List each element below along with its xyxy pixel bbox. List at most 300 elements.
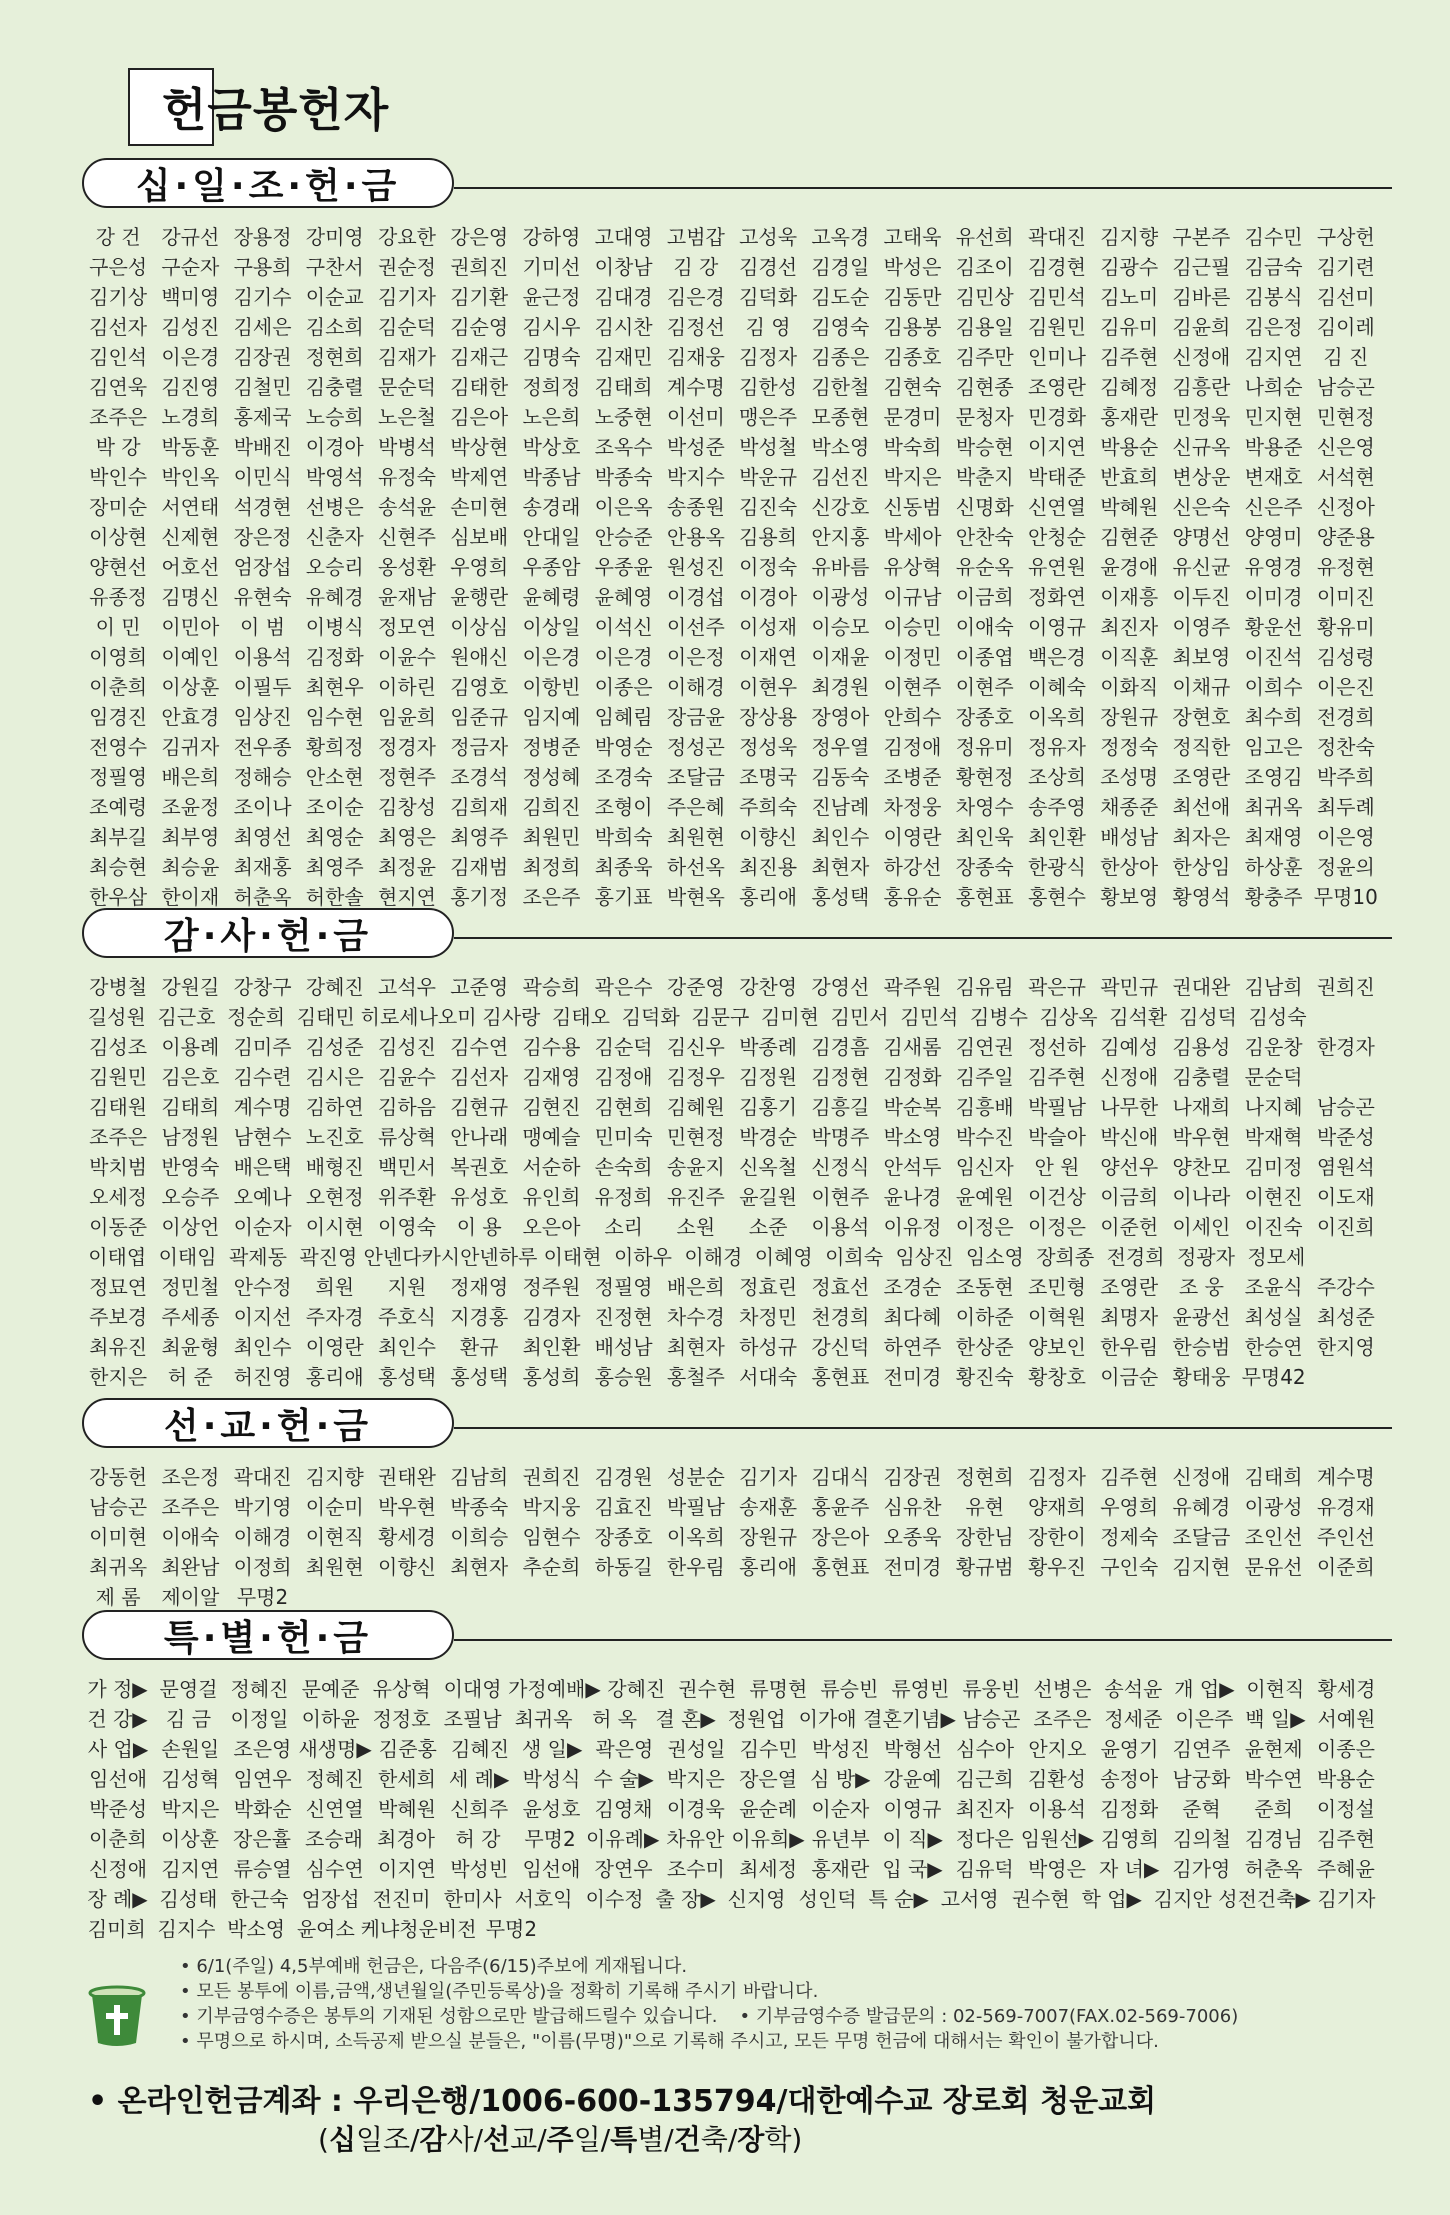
donor-name: 박혜원 <box>1100 494 1159 519</box>
donor-name: 송재훈 <box>739 1494 798 1519</box>
name-row <box>82 1460 1382 1490</box>
donor-name: 김유림 <box>955 974 1014 999</box>
donor-name: 안수정 <box>233 1274 292 1299</box>
cat-initial: 건 <box>673 2123 701 2156</box>
donor-name: 한우림 <box>1100 1334 1159 1359</box>
donor-name: 박지은 <box>666 1766 725 1791</box>
donor-name: 하동길 <box>594 1554 653 1579</box>
name-row <box>82 1300 1382 1330</box>
section-heading: 특·별·헌·금 <box>163 1617 373 1659</box>
donor-name: 권대완 <box>1172 974 1231 999</box>
donor-name: 이순자 <box>233 1214 292 1239</box>
donor-name: 김정자 <box>739 344 798 369</box>
donor-name: 황현정 <box>955 764 1014 789</box>
donor-name: 맹은주 <box>739 404 798 429</box>
donor-name: 홍리애 <box>739 1554 798 1579</box>
name-row <box>82 430 1382 460</box>
donor-name: 이은경 <box>522 644 581 669</box>
donor-name: 김수련 <box>233 1064 292 1089</box>
donor-name: 김귀자 <box>161 734 220 759</box>
donor-name: 신규옥 <box>1172 434 1231 459</box>
donor-name: 최현자 <box>666 1334 725 1359</box>
donor-name: 황영석 <box>1172 884 1231 909</box>
donor-name: 정우열 <box>811 734 870 759</box>
donor-name: 강창구 <box>233 974 292 999</box>
donor-name: 송주영 <box>1027 794 1086 819</box>
donor-name: 정재영 <box>450 1274 509 1299</box>
donor-name: 신연열 <box>1027 494 1086 519</box>
donor-name: 주세종 <box>161 1304 220 1329</box>
donor-name: 주보경 <box>89 1304 148 1329</box>
donor-name: 김하음 <box>378 1094 436 1119</box>
donor-name: 조승래 <box>305 1826 363 1851</box>
donor-name: 백민서 <box>378 1154 436 1179</box>
donor-name: 김남희 <box>1244 974 1303 999</box>
donor-name: 반효희 <box>1100 464 1159 489</box>
donor-name: 장 례▶ <box>87 1886 148 1911</box>
donor-name: 이애숙 <box>161 1524 220 1549</box>
donor-name: 최경아 <box>377 1826 435 1851</box>
donor-name: 최인수 <box>233 1334 292 1359</box>
donor-name: 이현진 <box>1244 1184 1303 1209</box>
donor-name: 정희정 <box>522 374 581 399</box>
donor-name: 하선옥 <box>666 854 725 879</box>
donor-name: 유현숙 <box>233 584 292 609</box>
donor-name: 김용성 <box>1172 1034 1231 1059</box>
donor-name: 박지은 <box>161 1796 220 1821</box>
donor-name: 박순복 <box>883 1094 942 1119</box>
donor-name: 이순자 <box>811 1796 870 1821</box>
donor-name: 심수아 <box>956 1736 1015 1761</box>
donor-name: 김성진 <box>161 314 220 339</box>
donor-name: 정성곤 <box>666 734 725 759</box>
donor-name: 신은영 <box>1316 434 1375 459</box>
donor-name: 이미현 <box>89 1524 148 1549</box>
section-rule <box>454 1639 1392 1641</box>
donor-name: 이은영 <box>1316 824 1375 849</box>
donor-name: 준희 <box>1254 1796 1293 1821</box>
donor-name: 김 진 <box>1323 344 1369 369</box>
donor-name: 서예원 <box>1317 1706 1376 1731</box>
donor-name: 이정설 <box>1316 1796 1375 1821</box>
donor-name: 양명선 <box>1172 524 1231 549</box>
donor-name: 이준희 <box>1316 1554 1375 1579</box>
donor-name: 신은주 <box>1244 494 1303 519</box>
donor-name: 이은정 <box>666 644 725 669</box>
donor-name: 주인선 <box>1316 1524 1375 1549</box>
donor-name: 최영선 <box>233 824 292 849</box>
donor-name: 박지은 <box>883 464 942 489</box>
donor-name: 김사랑 <box>482 1004 541 1029</box>
donor-name: 한근숙 <box>230 1886 289 1911</box>
donor-name: 곽은수 <box>594 974 653 999</box>
donor-name: 임선애 <box>522 1856 581 1881</box>
donor-name: 이상일 <box>522 614 581 639</box>
donor-name: 장은휼 <box>233 1826 291 1851</box>
donor-name: 이미진 <box>1316 584 1375 609</box>
donor-name: 허춘옥 <box>233 884 292 909</box>
donor-name: 김대경 <box>594 284 653 309</box>
donor-name: 한미사 <box>443 1886 502 1911</box>
donor-name: 이종은 <box>1316 1736 1375 1761</box>
donor-name: 나희순 <box>1244 374 1303 399</box>
cat-rest: 학) <box>764 2123 803 2156</box>
donor-name: 배형진 <box>305 1154 364 1179</box>
section-heading: 선·교·헌·금 <box>163 1405 373 1447</box>
donor-name: 김현종 <box>955 374 1014 399</box>
donor-name: 오세정 <box>89 1184 148 1209</box>
donor-name: 임소영 <box>965 1244 1024 1269</box>
donor-name: 김경현 <box>1027 254 1086 279</box>
donor-name: 안용옥 <box>666 524 725 549</box>
donor-name: 안소현 <box>305 764 364 789</box>
donor-name: 김민서 <box>830 1004 889 1029</box>
donor-name: 최다혜 <box>883 1304 942 1329</box>
donor-name: 강하영 <box>522 224 581 249</box>
donor-name: 고석우 <box>378 974 436 999</box>
donor-name: 허 강 <box>455 1826 501 1851</box>
donor-name: 김성령 <box>1316 644 1375 669</box>
donor-name: 김덕화 <box>621 1004 680 1029</box>
donor-name: 최인수 <box>811 824 870 849</box>
donor-name: 박배진 <box>233 434 292 459</box>
donor-name: 김창성 <box>378 794 436 819</box>
donor-name: 장종호 <box>594 1524 653 1549</box>
donor-name: 최현자 <box>450 1554 509 1579</box>
donor-name: 이세인 <box>1172 1214 1231 1239</box>
donor-name: 김동숙 <box>811 764 870 789</box>
donor-name: 류명현 <box>749 1676 808 1701</box>
donor-name: 박현옥 <box>666 884 725 909</box>
donor-name: 박치범 <box>89 1154 148 1179</box>
donor-name: 케냐청운비전 <box>360 1916 477 1941</box>
donor-name: 조명국 <box>739 764 798 789</box>
donor-name: 차정웅 <box>883 794 942 819</box>
donor-name: 박영석 <box>305 464 364 489</box>
donor-name: 박슬아 <box>1027 1124 1086 1149</box>
donor-name: 이영란 <box>305 1334 364 1359</box>
donor-name: 계수명 <box>1316 1464 1375 1489</box>
donor-name: 김진영 <box>161 374 220 399</box>
donor-name: 채종준 <box>1100 794 1159 819</box>
donor-name: 박용준 <box>1244 434 1303 459</box>
donor-name: 추순희 <box>522 1554 581 1579</box>
donor-name: 윤나경 <box>883 1184 942 1209</box>
donor-name: 김용일 <box>955 314 1014 339</box>
donor-name: 양찬모 <box>1172 1154 1231 1179</box>
donor-name: 김순덕 <box>378 314 436 339</box>
donor-name: 김이레 <box>1316 314 1375 339</box>
notice-item: • 무명으로 하시며, 소득공제 받으실 분들은, "이름(무명)"으로 기록해 주시고, 모든 무명 헌금에 대해서는 확인이 불가합니다. <box>180 2031 1159 2052</box>
donor-name: 박명주 <box>811 1124 870 1149</box>
donor-name: 송석윤 <box>378 494 436 519</box>
donor-name: 이상훈 <box>161 674 220 699</box>
name-list <box>82 1460 1382 1610</box>
donor-name: 조수미 <box>666 1856 725 1881</box>
donor-name: 박소영 <box>883 1124 942 1149</box>
donor-name: 심수연 <box>305 1856 364 1881</box>
donor-name: 김용봉 <box>883 314 942 339</box>
donor-name: 김도순 <box>811 284 870 309</box>
donor-name: 소준 <box>748 1214 788 1239</box>
name-row <box>82 1240 1382 1270</box>
donor-name: 원성진 <box>666 554 725 579</box>
name-row <box>82 1702 1382 1732</box>
donor-name: 김유미 <box>1100 314 1159 339</box>
donor-name: 남궁화 <box>1172 1766 1231 1791</box>
name-row <box>82 400 1382 430</box>
donor-name: 이진석 <box>1244 644 1303 669</box>
donor-name: 이해경 <box>233 1524 292 1549</box>
donor-name: 엄장섭 <box>233 554 292 579</box>
donor-name: 김주현 <box>1100 344 1159 369</box>
donor-name: 유진주 <box>666 1184 725 1209</box>
donor-name: 조이나 <box>233 794 292 819</box>
donor-name: 최인수 <box>378 1334 436 1359</box>
donor-name: 정금자 <box>450 734 509 759</box>
donor-name: 유상혁 <box>883 554 942 579</box>
donor-name: 임신자 <box>955 1154 1014 1179</box>
donor-name: 강은영 <box>450 224 509 249</box>
name-row <box>82 340 1382 370</box>
donor-name: 정현주 <box>378 764 436 789</box>
donor-name: 한승연 <box>1244 1334 1303 1359</box>
name-row <box>82 880 1382 910</box>
donor-name: 김지안 <box>1153 1886 1212 1911</box>
donor-name: 최진자 <box>1100 614 1159 639</box>
donor-name: 준혁 <box>1182 1796 1221 1821</box>
donor-name: 정정호 <box>372 1706 431 1731</box>
donor-name: 김수연 <box>450 1034 509 1059</box>
section-rule <box>454 937 1392 939</box>
donor-name: 김한성 <box>739 374 798 399</box>
donor-name: 이은옥 <box>594 494 653 519</box>
name-row <box>82 1732 1382 1762</box>
donor-name: 최정윤 <box>378 854 436 879</box>
donor-name: 이상언 <box>161 1214 220 1239</box>
donor-name: 이용석 <box>811 1214 870 1239</box>
donor-name: 조성명 <box>1100 764 1159 789</box>
donor-name: 안 원 <box>1034 1154 1080 1179</box>
donor-name: 배은택 <box>233 1154 292 1179</box>
donor-name: 이용석 <box>233 644 292 669</box>
donor-name: 희원 <box>315 1274 355 1299</box>
donor-name: 김경님 <box>1245 1826 1304 1851</box>
donor-name: 박혜원 <box>378 1796 436 1821</box>
donor-name: 김유덕 <box>955 1856 1014 1881</box>
donor-name: 박동훈 <box>161 434 220 459</box>
donor-name: 사 업▶ <box>87 1736 149 1761</box>
donor-name: 이향신 <box>378 1554 436 1579</box>
donor-name: 이종엽 <box>955 644 1014 669</box>
donor-name: 송윤지 <box>666 1154 725 1179</box>
donor-name: 임윤희 <box>378 704 436 729</box>
donor-name: 김정화 <box>883 1064 942 1089</box>
donor-name: 나지혜 <box>1244 1094 1303 1119</box>
donor-name: 신정아 <box>1316 494 1375 519</box>
donor-name: 김재가 <box>378 344 436 369</box>
donor-name: 노경희 <box>161 404 220 429</box>
donor-name: 김현진 <box>522 1094 581 1119</box>
donor-name: 윤길원 <box>739 1184 798 1209</box>
cat-rest: 별/ <box>637 2123 674 2156</box>
donor-name: 안희수 <box>883 704 942 729</box>
donor-name: 손미현 <box>450 494 509 519</box>
donor-name: 어호선 <box>161 554 220 579</box>
donor-name: 김근필 <box>1172 254 1231 279</box>
donor-name: 무명2 <box>524 1826 576 1851</box>
donor-name: 임원선▶ <box>1020 1826 1095 1851</box>
donor-name: 문순덕 <box>1244 1064 1303 1089</box>
name-row <box>82 1520 1382 1550</box>
donor-name: 김영호 <box>450 674 509 699</box>
donor-name: 곽진영 <box>299 1244 358 1269</box>
donor-name: 강규선 <box>161 224 220 249</box>
donor-name: 백 일▶ <box>1245 1706 1306 1731</box>
donor-name: 이재흥 <box>1100 584 1159 609</box>
donor-name: 박성식 <box>522 1766 581 1791</box>
donor-name: 김주현 <box>1027 1064 1086 1089</box>
donor-name: 심보배 <box>450 524 509 549</box>
donor-name: 김수용 <box>522 1034 581 1059</box>
donor-name: 홍리애 <box>739 884 798 909</box>
donor-name: 안석두 <box>883 1154 942 1179</box>
donor-name: 조필남 <box>443 1706 502 1731</box>
donor-name: 천경희 <box>811 1304 870 1329</box>
donor-name: 이희숙 <box>825 1244 884 1269</box>
donor-name: 황창호 <box>1027 1364 1086 1389</box>
name-row <box>82 640 1382 670</box>
donor-name: 이춘희 <box>89 674 148 699</box>
donor-name: 한이재 <box>161 884 220 909</box>
donor-name: 김시우 <box>522 314 581 339</box>
donor-name: 신정애 <box>89 1856 148 1881</box>
donor-name: 주자경 <box>305 1304 364 1329</box>
donor-name: 이경욱 <box>666 1796 725 1821</box>
donor-name: 윤근정 <box>522 284 581 309</box>
donor-name: 이희승 <box>450 1524 509 1549</box>
donor-name: 최진용 <box>739 854 798 879</box>
donor-name: 이정민 <box>883 644 942 669</box>
donor-name: 유혜경 <box>1172 1494 1231 1519</box>
donor-name: 이진희 <box>1316 1214 1375 1239</box>
donor-name: 박재혁 <box>1244 1124 1303 1149</box>
donor-name: 송종원 <box>666 494 725 519</box>
donor-name: 심 방▶ <box>810 1766 871 1791</box>
donor-name: 유경재 <box>1316 1494 1375 1519</box>
donor-name: 강동헌 <box>89 1464 148 1489</box>
section-header <box>82 908 1382 962</box>
donor-name: 이가애 <box>798 1706 857 1731</box>
donor-name: 정해승 <box>233 764 292 789</box>
donor-name: 손숙희 <box>594 1154 653 1179</box>
donor-name: 최현자 <box>811 854 870 879</box>
donor-name: 옹성환 <box>378 554 436 579</box>
donor-name: 박화순 <box>233 1796 292 1821</box>
donor-name: 김현준 <box>1100 524 1159 549</box>
donor-name: 길성원 <box>87 1004 146 1029</box>
donor-name: 최인욱 <box>955 824 1014 849</box>
donor-name: 문예준 <box>301 1676 360 1701</box>
donor-name: 최귀옥 <box>1244 794 1303 819</box>
donor-name: 이필두 <box>233 674 292 699</box>
notice-text: • 기부금영수증 발급문의 : 02-569-7007(FAX.02-569-7006) <box>739 2006 1239 2027</box>
donor-name: 허 옥 <box>592 1706 638 1731</box>
donor-name: 전영수 <box>89 734 148 759</box>
donor-name: 조영란 <box>1172 764 1231 789</box>
cat-initial: 주 <box>546 2123 574 2156</box>
donor-name: 박종숙 <box>594 464 653 489</box>
donor-name: 정현희 <box>955 1464 1014 1489</box>
donor-name: 이옥희 <box>666 1524 725 1549</box>
donor-name: 한지은 <box>89 1364 148 1389</box>
donor-name: 정순희 <box>227 1004 286 1029</box>
donor-name: 김덕화 <box>739 284 798 309</box>
donor-name: 구찬서 <box>305 254 364 279</box>
donor-name: 생 일▶ <box>522 1736 583 1761</box>
donor-name: 정민철 <box>161 1274 220 1299</box>
donor-name: 조주은 <box>161 1494 220 1519</box>
donor-name: 박인수 <box>89 464 148 489</box>
donor-name: 주호식 <box>378 1304 436 1329</box>
donor-name: 박형선 <box>884 1736 942 1761</box>
donor-name: 이경아 <box>739 584 798 609</box>
donor-name: 임상진 <box>233 704 292 729</box>
donor-name: 홍현표 <box>811 1554 870 1579</box>
donor-name: 주희숙 <box>739 794 798 819</box>
donor-name: 이해경 <box>666 674 725 699</box>
donor-name: 김순덕 <box>594 1034 653 1059</box>
donor-name: 김기상 <box>89 284 148 309</box>
donor-name: 권희진 <box>450 254 509 279</box>
donor-name: 우영희 <box>1100 1494 1159 1519</box>
donor-name: 류영빈 <box>891 1676 950 1701</box>
donor-name: 정광자 <box>1176 1244 1235 1269</box>
donor-name: 이 범 <box>240 614 286 639</box>
donor-name: 배성남 <box>1100 824 1159 849</box>
donor-name: 배성남 <box>594 1334 653 1359</box>
donor-name: 이현직 <box>1246 1676 1305 1701</box>
donor-name: 서대숙 <box>739 1364 798 1389</box>
donor-name: 임고은 <box>1244 734 1303 759</box>
donor-name: 서호익 <box>514 1886 573 1911</box>
donor-name: 한지영 <box>1316 1334 1375 1359</box>
donor-name: 배은희 <box>161 764 220 789</box>
donor-name: 김효진 <box>594 1494 653 1519</box>
donor-name: 김종호 <box>883 344 942 369</box>
donor-name: 이현주 <box>955 674 1014 699</box>
donor-name: 김충렬 <box>305 374 364 399</box>
donor-name: 허한솔 <box>305 884 364 909</box>
name-row <box>82 1120 1382 1150</box>
donor-name: 한우삼 <box>89 884 148 909</box>
donor-name: 홍리애 <box>305 1364 364 1389</box>
donor-name: 한상아 <box>1100 854 1159 879</box>
donor-name: 장미순 <box>89 494 148 519</box>
donor-name: 홍현표 <box>811 1364 870 1389</box>
donor-name: 김선자 <box>89 314 148 339</box>
donor-name: 김 영 <box>745 314 791 339</box>
donor-name: 강신덕 <box>811 1334 870 1359</box>
donor-name: 김근호 <box>157 1004 216 1029</box>
donor-name: 진남례 <box>811 794 870 819</box>
donor-name: 구본주 <box>1172 224 1231 249</box>
notice-item: • 6/1(주일) 4,5부예배 헌금은, 다음주(6/15)주보에 게재됩니다. <box>180 1956 688 1977</box>
donor-name: 김미현 <box>761 1004 819 1029</box>
donor-name: 우종윤 <box>594 554 653 579</box>
donor-name: 김은경 <box>666 284 725 309</box>
donor-name: 신정애 <box>1172 1464 1231 1489</box>
